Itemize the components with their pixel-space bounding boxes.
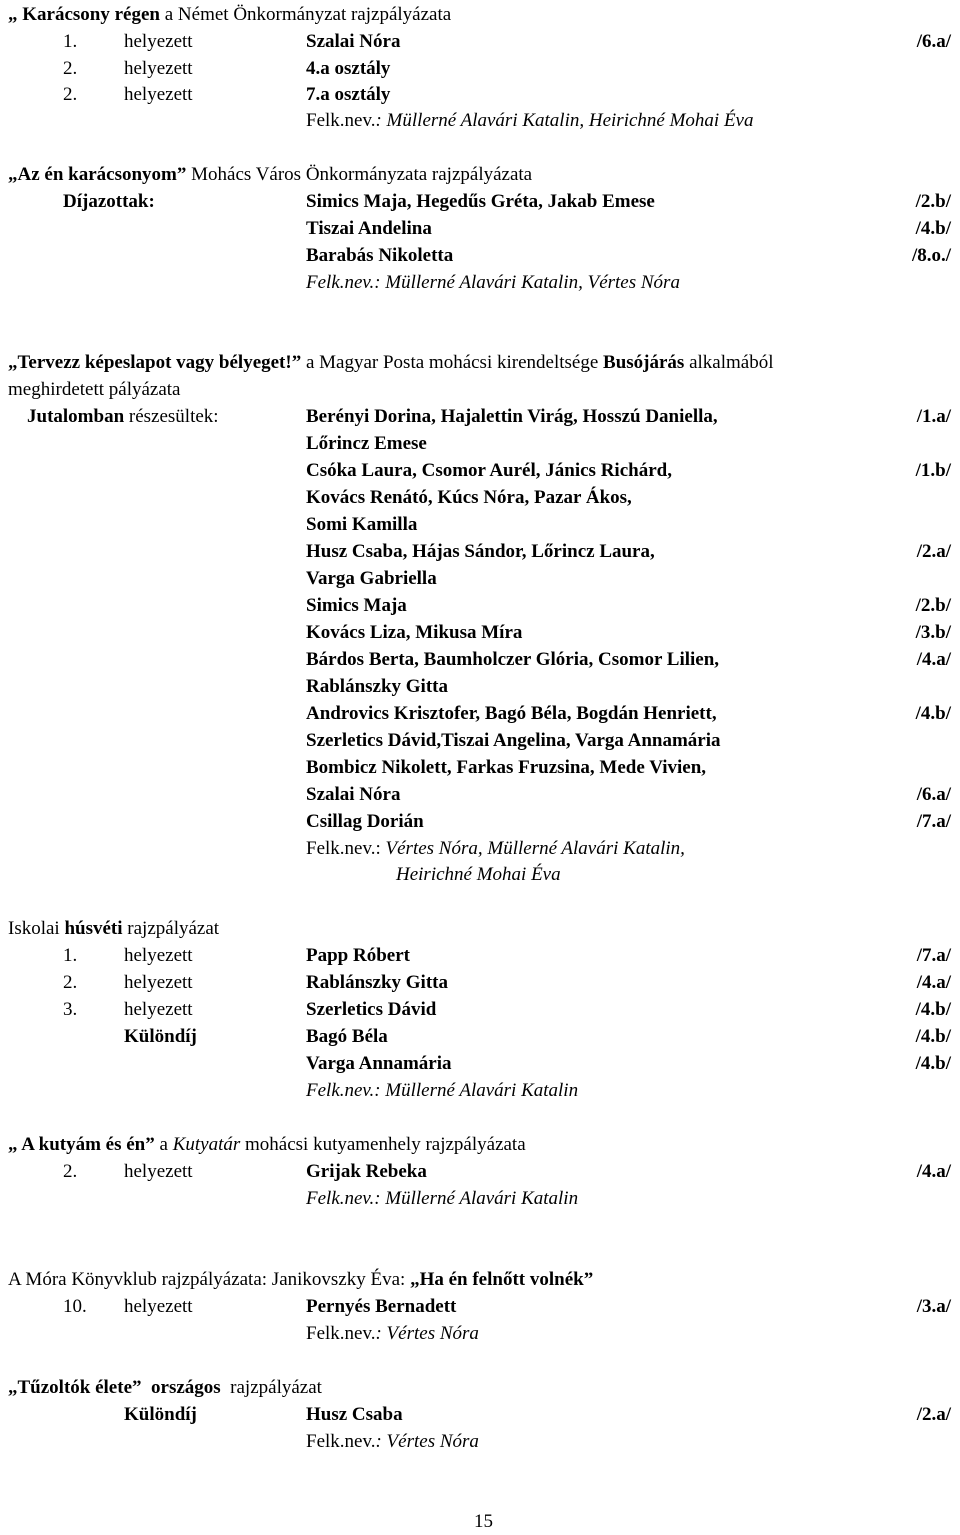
winner-name: Tiszai Andelina [306,218,432,239]
winner-names: Kovács Renátó, Kúcs Nóra, Pazar Ákos, [306,487,632,508]
teacher-label: Felk.nev.: [306,838,381,859]
title-mid: a [154,1134,173,1155]
winner-names: Varga Gabriella [306,568,437,589]
teacher-label: Felk.nev. [306,1431,376,1452]
teacher-names: Vértes Nóra, Müllerné Alavári Katalin, [380,838,685,859]
rank: 2. [63,1161,78,1182]
awarded-label-bold: Jutalomban [27,406,125,427]
title-text: „Az én karácsonyom” [8,164,187,185]
open-quote: „ [8,4,18,25]
rank: 10. [63,1296,87,1317]
section-title-kutyam [8,1132,526,1158]
winner-name: Husz Csaba [306,1404,403,1425]
teacher-line [306,108,753,134]
title-bold: „Ha én felnőtt volnék” [410,1269,594,1290]
class-label: /1.a/ [916,406,951,427]
winner-names: Simics Maja [306,595,407,616]
class-label: /6.a/ [916,784,951,805]
winner-name: Barabás Nikoletta [306,245,454,266]
rank: 2. [63,84,78,105]
class-label: /2.b/ [915,595,951,616]
winner-names: Kovács Liza, Mikusa Míra [306,622,523,643]
winner-names: Androvics Krisztofer, Bagó Béla, Bogdán Henriett, [306,703,717,724]
winner-name: Simics Maja, Hegedűs Gréta, Jakab Emese [306,191,655,212]
teacher-label: Felk.nev. [306,110,376,131]
class-label: /8.o./ [911,245,951,266]
teacher-line [306,1429,479,1455]
source-text-end: alkalmából [684,352,774,373]
teacher-label: Felk.nev. [306,272,375,293]
place: helyezett [124,58,193,79]
winner-names: Somi Kamilla [306,514,418,535]
class-label: /4.b/ [915,1053,951,1074]
teacher-line: Felk.nev.: Müllerné Alavári Katalin [306,1080,579,1101]
winner-name: Pernyés Bernadett [306,1296,457,1317]
rank: 2. [63,972,78,993]
teacher-names: : Vértes Nóra [375,1431,479,1452]
rank: 1. [63,31,78,52]
title-pre: Iskolai [8,918,65,939]
winner-name: 4.a osztály [306,58,391,79]
winner-names: Bárdos Berta, Baumholczer Glória, Csomor Lilien, [306,649,720,670]
place: helyezett [124,31,193,52]
class-label: /4.b/ [915,703,951,724]
source-text: Mohács Város Önkormányzata rajzpályázata [186,164,533,185]
awarded-label [27,404,219,430]
title-post: mohácsi kutyamenhely rajzpályázata [240,1134,526,1155]
source-text: a Német Önkormányzat rajzpályázata [159,4,452,25]
rank: 3. [63,999,78,1020]
class-label: /2.a/ [916,1404,951,1425]
title-text: Karácsony régen [22,4,160,25]
class-label: /3.a/ [916,1296,951,1317]
winner-name: Papp Róbert [306,945,410,966]
place: helyezett [124,1161,193,1182]
teacher-line [306,270,680,296]
teacher-names: : Vértes Nóra [375,1323,479,1344]
section-title-tervezz-kepeslapot [8,350,774,376]
place: helyezett [124,999,193,1020]
winner-name: Bagó Béla [306,1026,388,1047]
winner-name: Rablánszky Gitta [306,972,448,993]
winner-name: Szalai Nóra [306,31,401,52]
title-bold: „Tűzoltók élete” [8,1377,142,1398]
rank: 2. [63,58,78,79]
class-label: /4.a/ [916,1161,951,1182]
section-title-tuzoltok [8,1375,322,1401]
winner-names: Csillag Dorián [306,811,424,832]
class-label: /2.a/ [916,541,951,562]
awarded-label: Díjazottak: [63,191,155,212]
winner-names: Lőrincz Emese [306,433,427,454]
title-italic: Kutyatár [172,1134,241,1155]
section-title-mora [8,1267,593,1293]
winner-names: Husz Csaba, Hájas Sándor, Lőrincz Laura, [306,541,655,562]
title-bold-2: országos [141,1377,221,1398]
place: helyezett [124,1296,193,1317]
title-pre: A Móra Könyvklub rajzpályázata: Janikovszky Éva: [8,1269,411,1290]
teacher-label: Felk.nev. [306,1323,376,1344]
teacher-names: : Müllerné Alavári Katalin, Heirichné Mohai Éva [375,110,754,131]
winner-name: Grijak Rebeka [306,1161,427,1182]
class-label: /4.b/ [915,999,951,1020]
class-label: /1.b/ [915,460,951,481]
place: helyezett [124,972,193,993]
special-prize-label: Különdíj [124,1026,197,1047]
event-name: Busójárás [603,352,685,373]
section-subtitle: meghirdetett pályázata [8,379,181,400]
title-post: rajzpályázat [122,918,220,939]
winner-names: Rablánszky Gitta [306,676,448,697]
class-label: /4.b/ [915,218,951,239]
teacher-line: Felk.nev.: Müllerné Alavári Katalin [306,1188,579,1209]
special-prize-label: Különdíj [124,1404,197,1425]
rank: 1. [63,945,78,966]
class-label: /2.b/ [915,191,951,212]
winner-names: Berényi Dorina, Hajalettin Virág, Hosszú Daniella, [306,406,718,427]
section-title-husveti [8,916,219,942]
title-post: rajzpályázat [220,1377,322,1398]
class-label: /4.b/ [915,1026,951,1047]
source-text: a Magyar Posta mohácsi kirendeltsége [301,352,604,373]
winner-names: Szerletics Dávid,Tiszai Angelina, Varga Annamária [306,730,721,751]
title-text: „Tervezz képeslapot vagy bélyeget!” [8,352,302,373]
class-label: /3.b/ [915,622,951,643]
awarded-label-rest: részesültek: [124,406,219,427]
teacher-line [306,836,685,862]
title-text: „ A kutyám és én” [8,1134,155,1155]
class-label: /7.a/ [916,945,951,966]
winner-names: Szalai Nóra [306,784,401,805]
teacher-line [306,1321,479,1347]
page-number: 15 [474,1511,493,1532]
class-label: /4.a/ [916,972,951,993]
winner-name: Szerletics Dávid [306,999,437,1020]
title-bold: húsvéti [64,918,123,939]
winner-name: Varga Annamária [306,1053,452,1074]
winner-name: 7.a osztály [306,84,391,105]
class-label: /4.a/ [916,649,951,670]
class-label: /7.a/ [916,811,951,832]
class-label: /6.a/ [916,31,951,52]
place: helyezett [124,945,193,966]
section-title-karacsony-regen [8,2,451,28]
section-title-az-en-karacsonyom [8,162,532,188]
place: helyezett [124,84,193,105]
teacher-line-2: Heirichné Mohai Éva [396,864,561,885]
winner-names: Bombicz Nikolett, Farkas Fruzsina, Mede Vivien, [306,757,707,778]
teacher-names: : Müllerné Alavári Katalin, Vértes Nóra [374,272,680,293]
winner-names: Csóka Laura, Csomor Aurél, Jánics Richárd, [306,460,672,481]
